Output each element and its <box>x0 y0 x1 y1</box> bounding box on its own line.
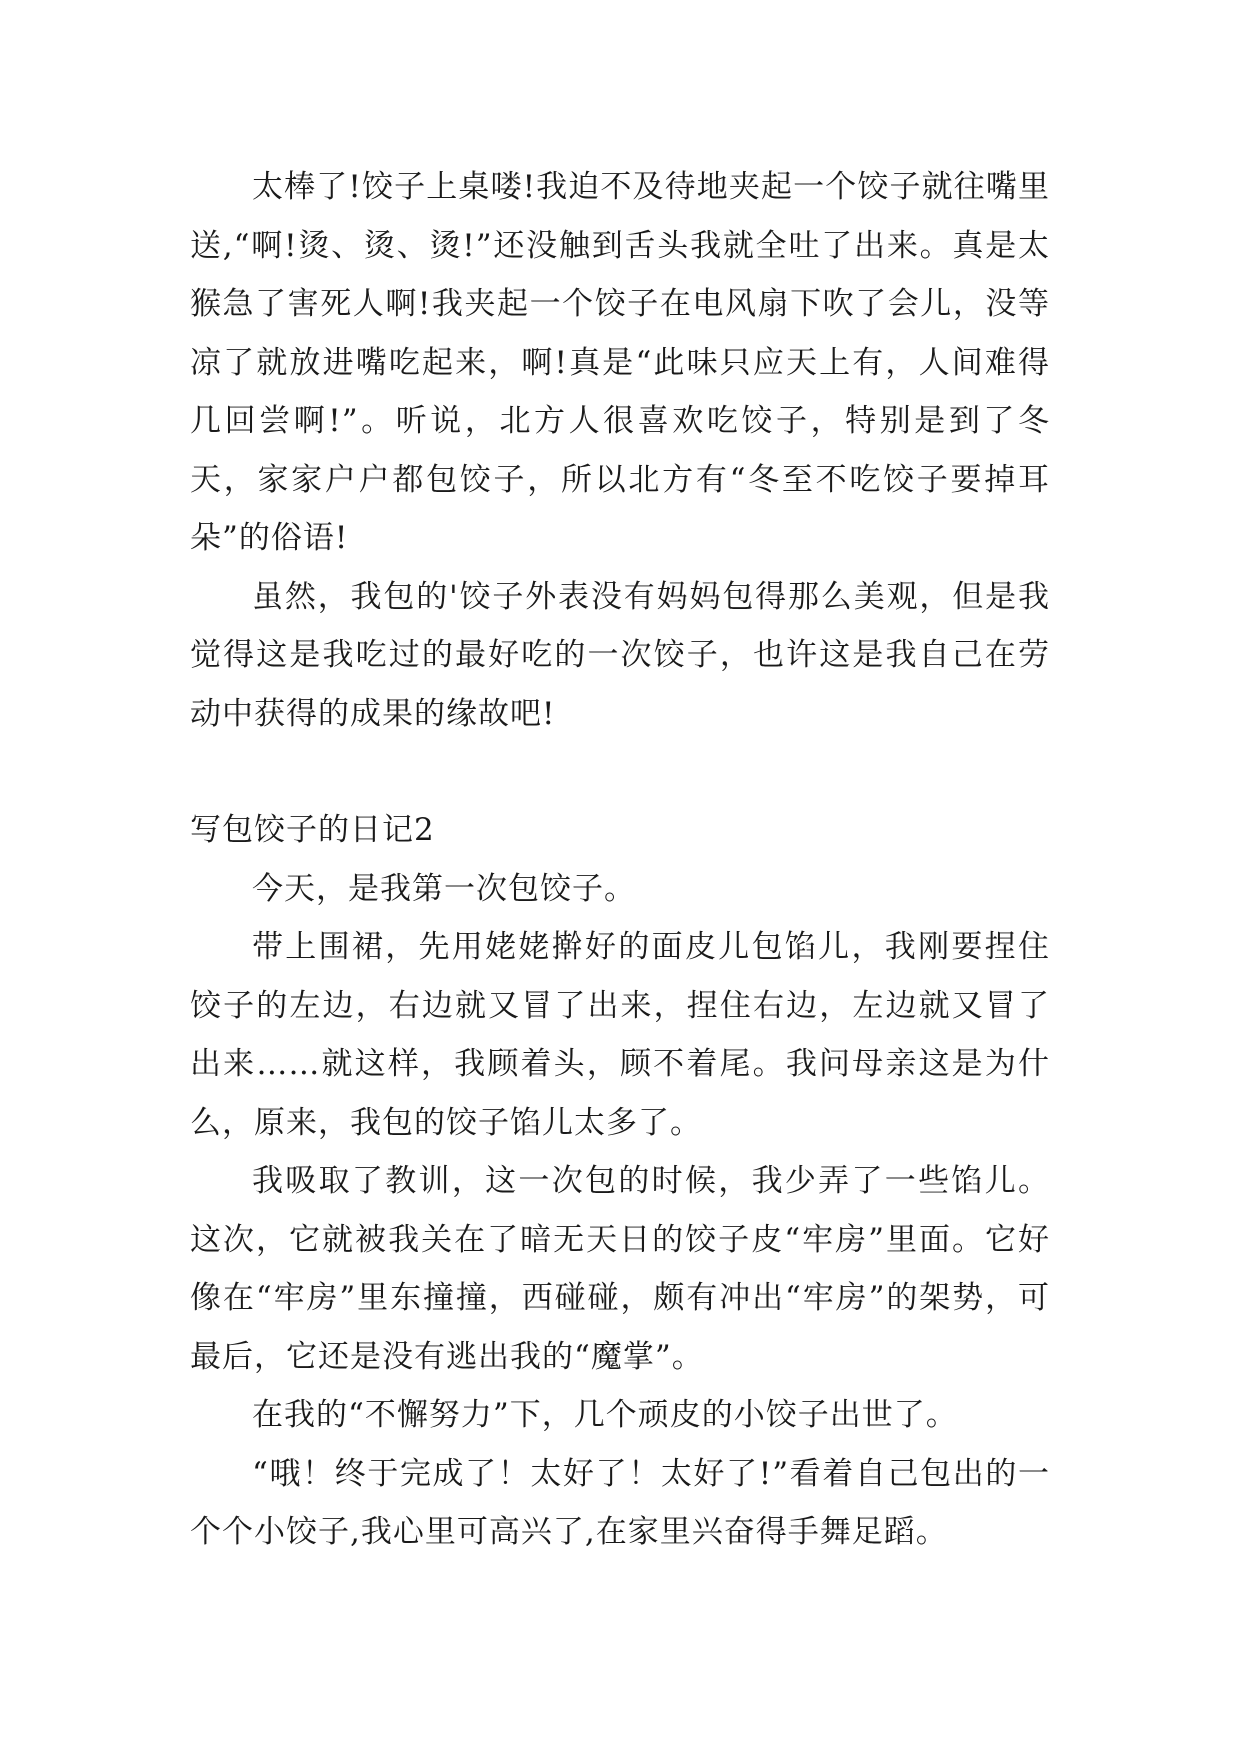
essay1-paragraph-1: 太棒了!饺子上桌喽!我迫不及待地夹起一个饺子就往嘴里送,“啊!烫、烫、烫!”还没触到舌头我就全吐了出来。真是太猴急了害死人啊!我夹起一个饺子在电风扇下吹了会儿，没等凉了就放进嘴吃起来，啊!真是“此味只应天上有，人间难得几回尝啊!”。听说，北方人很喜欢吃饺子，特别是到了冬天，家家户户都包饺子，所以北方有“冬至不吃饺子要掉耳朵”的俗语! <box>190 169 1050 556</box>
document-page <box>190 158 1050 1562</box>
essay2-paragraph-5: “哦！终于完成了！太好了！太好了!”看着自己包出的一个个小饺子,我心里可高兴了,在家里兴奋得手舞足蹈。 <box>190 1455 1050 1550</box>
essay2-title: 写包饺子的日记2 <box>190 812 435 848</box>
essay2-paragraph-4: 在我的“不懈努力”下，几个顽皮的小饺子出世了。 <box>252 1397 958 1433</box>
essay2-paragraph-2: 带上围裙，先用姥姥擀好的面皮儿包馅儿，我刚要捏住饺子的左边，右边就又冒了出来，捏住右边，左边就又冒了出来……就这样，我顾着头，顾不着尾。我问母亲这是为什么，原来，我包的饺子馅儿太多了。 <box>190 929 1050 1141</box>
essay1-paragraph-2: 虽然，我包的'饺子外表没有妈妈包得那么美观，但是我觉得这是我吃过的最好吃的一次饺子，也许这是我自己在劳动中获得的成果的缘故吧! <box>190 578 1050 732</box>
essay2-paragraph-1: 今天，是我第一次包饺子。 <box>252 870 636 907</box>
essay2-paragraph-3: 我吸取了教训，这一次包的时候，我少弄了一些馅儿。这次，它就被我关在了暗无天日的饺子皮“牢房”里面。它好像在“牢房”里东撞撞，西碰碰，颇有冲出“牢房”的架势，可最后，它还是没有逃出我的“魔掌”。 <box>190 1163 1050 1375</box>
